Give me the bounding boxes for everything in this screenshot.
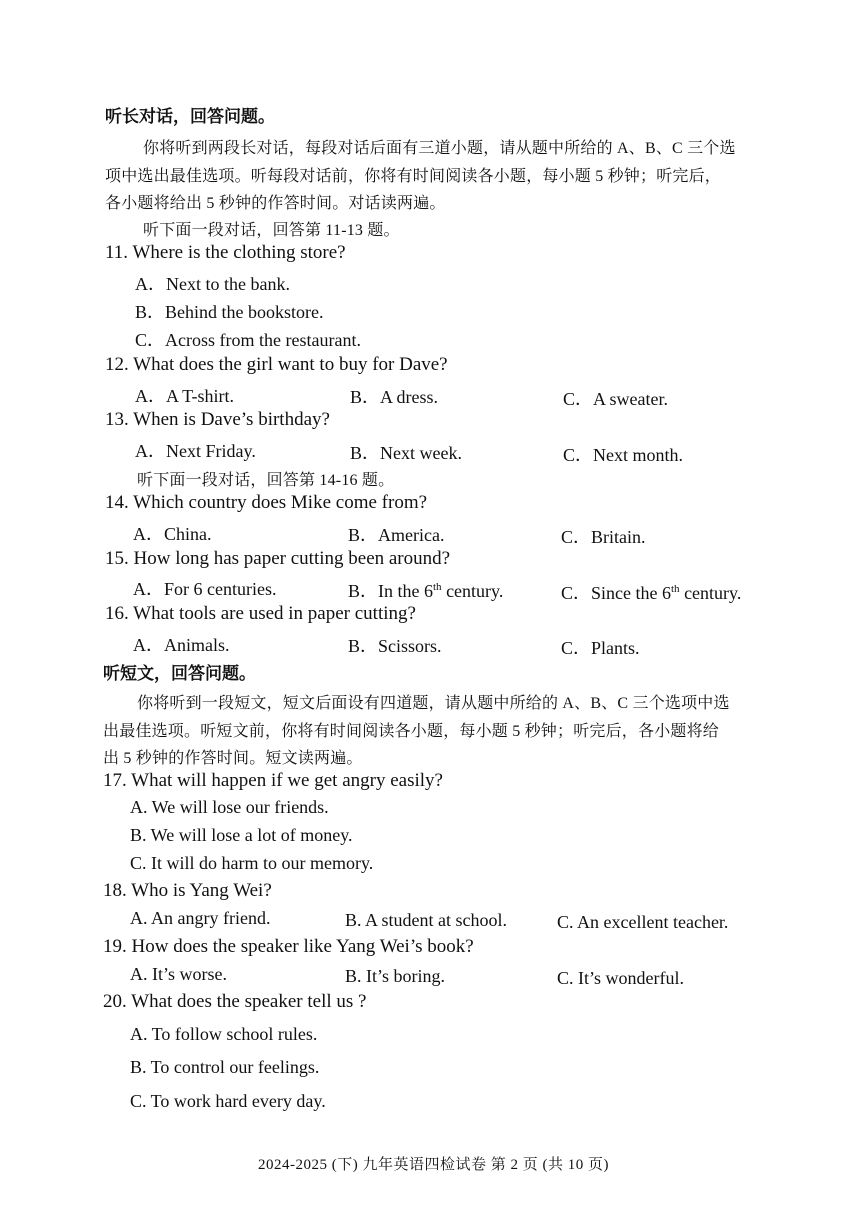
- question-19: 19. How does the speaker like Yang Wei’s book?: [103, 936, 474, 957]
- question-13: 13. When is Dave’s birthday?: [105, 409, 330, 430]
- section-title-long-dialogs: 听长对话，回答问题。: [105, 107, 275, 126]
- q15-option-b-post: century.: [441, 581, 504, 601]
- q16-option-a: A．Animals.: [133, 635, 230, 655]
- q16-option-c: C．Plants.: [561, 638, 640, 658]
- q12-option-a: A．A T-shirt.: [135, 386, 235, 406]
- q17-option-b: B. We will lose a lot of money.: [130, 825, 353, 845]
- instruction-line: 出最佳选项。听短文前，你将有时间阅读各小题，每小题 5 秒钟；听完后，各小题将给: [103, 723, 720, 740]
- q19-option-a: A. It’s worse.: [130, 964, 227, 984]
- instruction-line: 各小题将给出 5 秒钟的作答时间。对话读两遍。: [105, 195, 446, 212]
- q11-option-b: B．Behind the bookstore.: [135, 302, 324, 322]
- ordinal-suffix: th: [433, 581, 442, 593]
- question-12: 12. What does the girl want to buy for Dave?: [105, 354, 448, 375]
- page-footer: 2024-2025 (下) 九年英语四检试卷 第 2 页 (共 10 页): [258, 1157, 609, 1173]
- q16-option-b: B．Scissors.: [348, 636, 442, 656]
- ordinal-suffix: th: [671, 583, 680, 595]
- q20-option-c: C. To work hard every day.: [130, 1091, 326, 1111]
- q17-option-c: C. It will do harm to our memory.: [130, 853, 374, 873]
- q18-option-c: C. An excellent teacher.: [557, 912, 729, 932]
- q15-option-c-pre: C．Since the 6: [561, 583, 671, 603]
- q19-option-b: B. It’s boring.: [345, 966, 446, 986]
- q18-option-b: B. A student at school.: [345, 910, 507, 930]
- question-15: 15. How long has paper cutting been around?: [105, 548, 451, 569]
- question-16: 16. What tools are used in paper cutting?: [105, 603, 416, 624]
- q14-option-b: B．America.: [348, 525, 445, 545]
- q14-option-a: A．China.: [133, 524, 212, 544]
- q15-option-b-pre: B．In the 6: [348, 581, 433, 601]
- q20-option-a: A. To follow school rules.: [130, 1024, 318, 1044]
- dialog-intro: 听下面一段对话，回答第 11-13 题。: [143, 222, 400, 239]
- q18-option-a: A. An angry friend.: [130, 908, 271, 928]
- q15-option-b: [348, 577, 503, 603]
- q12-option-c: C．A sweater.: [563, 389, 668, 409]
- question-14: 14. Which country does Mike come from?: [105, 492, 428, 513]
- q19-option-c: C. It’s wonderful.: [557, 968, 684, 988]
- question-17: 17. What will happen if we get angry easily?: [103, 770, 443, 791]
- q15-option-c: [561, 579, 741, 605]
- q13-option-c: C．Next month.: [563, 445, 683, 465]
- dialog-intro: 听下面一段对话，回答第 14-16 题。: [137, 472, 395, 489]
- q13-option-b: B．Next week.: [350, 443, 462, 463]
- instruction-line: 项中选出最佳选项。听每段对话前，你将有时间阅读各小题，每小题 5 秒钟；听完后，: [105, 168, 722, 185]
- q12-option-b: B．A dress.: [350, 387, 439, 407]
- instruction-line: 你将听到一段短文，短文后面设有四道题，请从题中所给的 A、B、C 三个选项中选: [137, 695, 730, 712]
- q11-option-c: C．Across from the restaurant.: [135, 330, 361, 350]
- q14-option-c: C．Britain.: [561, 527, 646, 547]
- question-11: 11. Where is the clothing store?: [105, 242, 346, 263]
- q13-option-a: A．Next Friday.: [135, 441, 256, 461]
- q15-option-a: A．For 6 centuries.: [133, 579, 277, 599]
- q15-option-c-post: century.: [679, 583, 742, 603]
- q17-option-a: A. We will lose our friends.: [130, 797, 329, 817]
- q20-option-b: B. To control our feelings.: [130, 1057, 320, 1077]
- question-20: 20. What does the speaker tell us ?: [103, 991, 367, 1012]
- section-title-passage: 听短文，回答问题。: [103, 664, 256, 683]
- q11-option-a: A．Next to the bank.: [135, 274, 290, 294]
- instruction-line: 你将听到两段长对话，每段对话后面有三道小题，请从题中所给的 A、B、C 三个选: [143, 140, 736, 157]
- instruction-line: 出 5 秒钟的作答时间。短文读两遍。: [103, 750, 363, 767]
- question-18: 18. Who is Yang Wei?: [103, 880, 272, 901]
